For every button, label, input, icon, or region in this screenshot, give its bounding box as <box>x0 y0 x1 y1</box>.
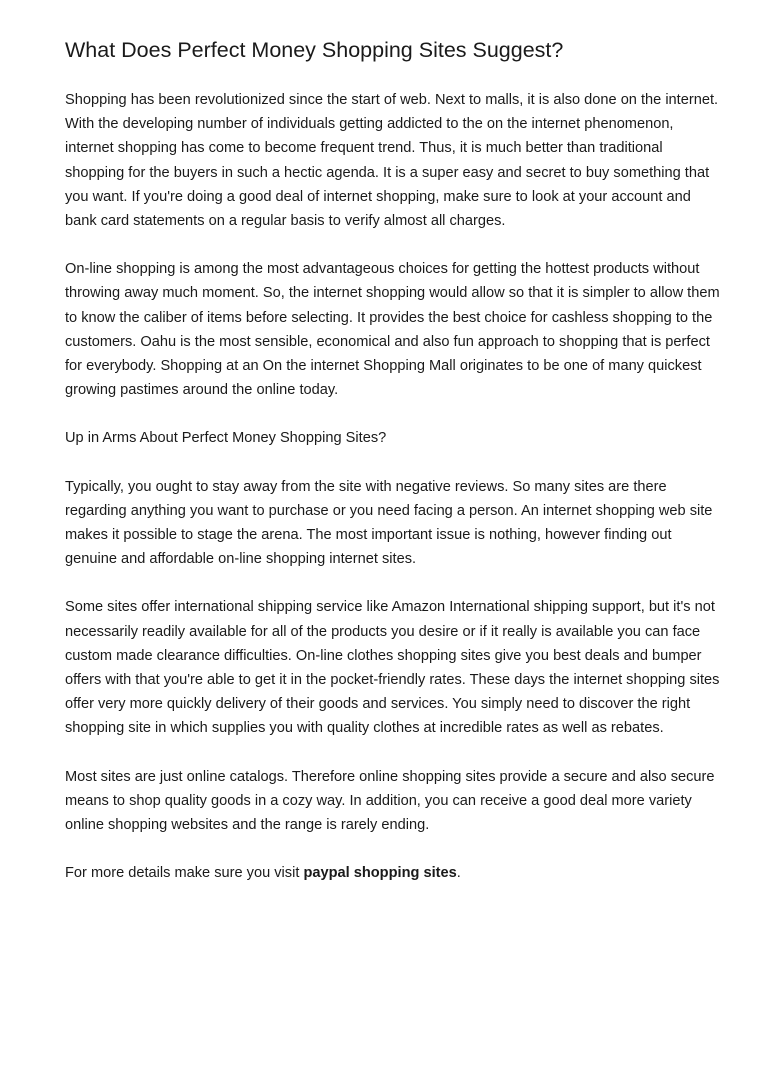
paragraph-shipping: Some sites offer international shipping service like Amazon International shipping support, but it's not necessarily readily available for all of the products you desire or if it really is available you can face custom made clearance difficulties. On-line clothes shopping sites give you best deals and bumper offers with that you're able to get it in the pocket-friendly rates. These days the internet shopping sites offer very more quickly delivery of their goods and services. You simply need to discover the right shopping site in which supplies you with quality clothes at incredible rates as well as rebates. <box>65 599 720 737</box>
paragraph-advantages: On-line shopping is among the most advantageous choices for getting the hottest products without throwing away much moment. So, the internet shopping would allow so that it is simpler to allow them to know the caliber of items before selecting. It provides the best choice for cashless shopping to the customers. Oahu is the most sensible, economical and also fun approach to shopping that is perfect for everybody. Shopping at an On the internet Shopping Mall originates to be one of many quickest growing pastimes around the online today. <box>65 261 720 399</box>
paypal-shopping-sites-link[interactable]: paypal shopping sites <box>303 865 457 882</box>
paragraph-intro: Shopping has been revolutionized since the start of web. Next to malls, it is also done on the internet. With the developing number of individuals getting addicted to the on the internet phenomenon, internet shopping has come to become frequent trend. Thus, it is much better than traditional shopping for the buyers in such a hectic agenda. It is a super easy and secret to buy something that you want. If you're doing a good deal of internet shopping, make sure to look at your account and bank card statements on a regular basis to verify almost all charges. <box>65 92 719 230</box>
paragraph-catalogs: Most sites are just online catalogs. Therefore online shopping sites provide a secure and also secure means to shop quality goods in a cozy way. In addition, you can receive a good deal more variety online shopping websites and the range is rarely ending. <box>65 768 715 834</box>
closing-prefix: For more details make sure you visit <box>65 865 304 882</box>
section-heading: Up in Arms About Perfect Money Shopping Sites? <box>65 430 387 447</box>
closing-paragraph <box>65 861 720 885</box>
closing-suffix: . <box>456 865 461 882</box>
page-title: What Does Perfect Money Shopping Sites Suggest? <box>65 38 564 62</box>
document-page <box>65 34 720 885</box>
paragraph-reviews: Typically, you ought to stay away from the site with negative reviews. So many sites are there regarding anything you want to purchase or you need facing a person. An internet shopping web site makes it possible to stage the arena. The most important issue is nothing, however finding out genuine and affordable on-line shopping internet sites. <box>65 478 713 568</box>
